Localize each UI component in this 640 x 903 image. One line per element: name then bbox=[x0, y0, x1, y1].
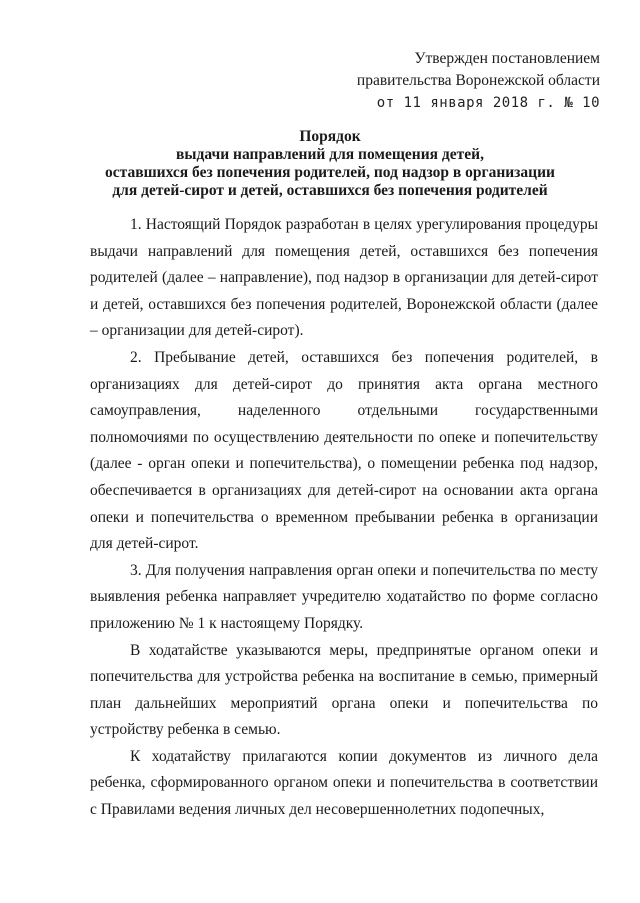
paragraph-3: 3. Для получения направления орган опеки и попечительства по месту выявления ребенка направляет учредителю ходатайство по форме согласно приложению № 1 к настоящему Порядку. bbox=[90, 561, 598, 632]
approval-line-2: правительства Воронежской области bbox=[356, 72, 600, 89]
approval-date-stamp: от 11 января 2018 г. № 10 bbox=[376, 95, 600, 111]
approval-block bbox=[300, 48, 600, 114]
approval-line-1: Утвержден постановлением bbox=[414, 50, 600, 67]
title-line-2: выдачи направлений для помещения детей, bbox=[176, 146, 484, 163]
paragraph-2: 2. Пребывание детей, оставшихся без попечения родителей, в организациях для детей-сирот до принятия акта органа местного самоуправления, наделенного отдельными государственными полномочиями по осуществлению деятельности по опеке и попечительству (далее - орган опеки и попечительства), о помещении ребенка под надзор, обеспечивается в организациях для детей-сирот на основании акта органа опеки и попечительства о временном пребывании ребенка в организации для детей-сирот. bbox=[90, 348, 598, 553]
paragraph-1: 1. Настоящий Порядок разработан в целях урегулирования процедуры выдачи направлений для помещения детей, оставшихся без попечения родителей (далее – направление), под надзор в организации для детей-сирот и детей, оставшихся без попечения родителей, Воронежской области (далее – организации для детей-сирот). bbox=[90, 216, 598, 340]
title-line-3: оставшихся без попечения родителей, под надзор в организации bbox=[105, 164, 555, 181]
document-body bbox=[90, 212, 598, 824]
paragraph-4: В ходатайстве указываются меры, предпринятые органом опеки и попечительства для устройства ребенка на воспитание в семью, примерный план дальнейших мероприятий органа опеки и попечительства по устройству ребенка в семью. bbox=[90, 641, 598, 739]
title-line-1: Порядок bbox=[299, 128, 361, 145]
title-line-4: для детей-сирот и детей, оставшихся без попечения родителей bbox=[112, 182, 548, 199]
paragraph-5: К ходатайству прилагаются копии документов из личного дела ребенка, сформированного органом опеки и попечительства в соответствии с Правилами ведения личных дел несовершеннолетних подопечных, bbox=[90, 747, 598, 819]
document-title bbox=[60, 128, 600, 200]
